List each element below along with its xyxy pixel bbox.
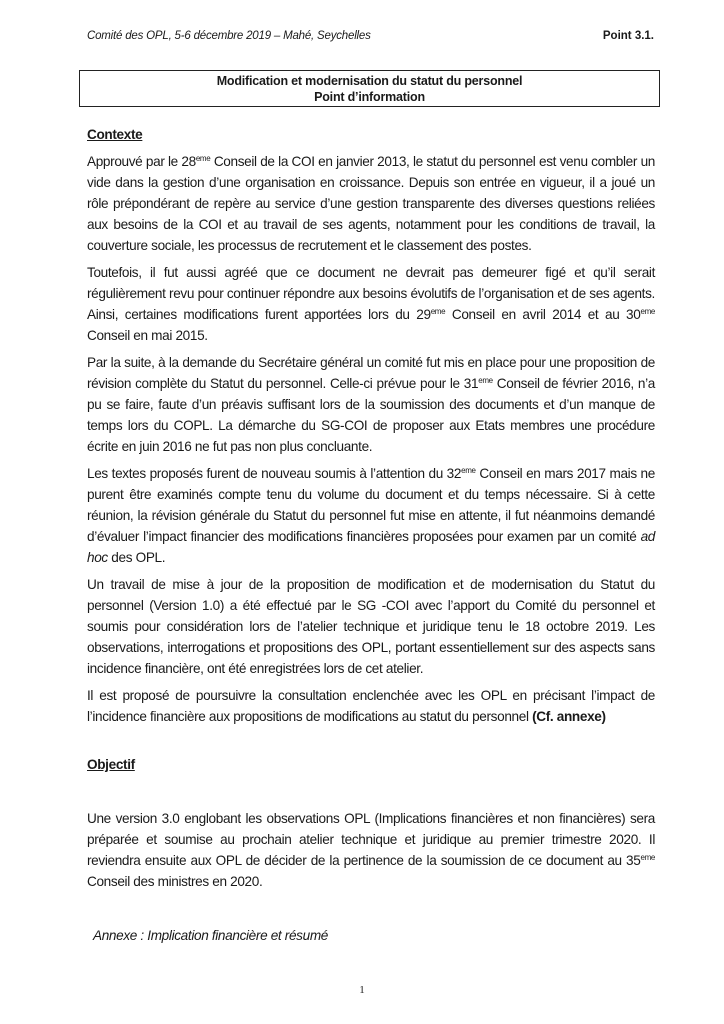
annex-reference: (Cf. annexe) — [532, 709, 606, 724]
document-title: Modification et modernisation du statut du personnel — [216, 74, 523, 88]
section-heading-contexte: Contexte — [87, 127, 143, 142]
superscript: eme — [461, 466, 476, 475]
paragraph-contexte-5: Un travail de mise à jour de la proposition de modification et de modernisation du Statut du personnel (Version 1.0) a été effectué par le SG -COI avec l’apport du Comité du personnel et soumis pour considération lors de l’atelier technique et juridique tenu le 18 octobre 2019. Les observations, interrogations et propositions des OPL, portant essentiellement sur des aspects sans incidence financière, ont été enregistrées lors de cet atelier. — [87, 577, 655, 676]
paragraph-contexte-3 — [87, 352, 655, 457]
document-subtitle: Point d’information — [314, 90, 425, 104]
paragraph-contexte-1 — [87, 151, 655, 256]
text: Une version 3.0 englobant les observations OPL (Implications financières et non financières) sera préparée et soumise au prochain atelier technique et juridique au premier trimestre 2020. Il reviendra ensuite aux OPL de décider de la pertinence de la soumission de ce document au 35 — [87, 811, 655, 868]
text: Conseil de février 2016, n’a pu se faire, faute d’un préavis suffisant lors de la soumission des documents et d’un manque de temps lors du COPL. La démarche du SG-COI de proposer aux Etats membres une procédure écrite en juin 2016 ne fut pas non plus concluante. — [87, 376, 655, 454]
text: Conseil en mai 2015. — [87, 328, 208, 343]
text: Les textes proposés furent de nouveau soumis à l’attention du 32 — [87, 466, 462, 481]
paragraph-contexte-4 — [87, 463, 655, 568]
superscript: eme — [478, 376, 493, 385]
superscript: eme — [195, 154, 211, 163]
text: Conseil en mars 2017 mais ne purent être examinés compte tenu du volume du document et du temps nécessaire. Si à cette réunion, la révision générale du Statut du personnel fut mise en attente, il fut néanmoins demandé d’évaluer l’impact financier des modifications financières proposées pour examen par un comité — [87, 466, 655, 544]
text: Conseil de la COI en janvier 2013, le statut du personnel est venu combler un vide dans la gestion d’une organisation en croissance. Depuis son entrée en vigueur, il a joué un rôle prépondérant de repère au service d’une gestion transparente des diverses questions reliées aux besoins de la COI et au travail de ses agents, notamment pour les conditions de travail, la couverture sociale, les processus de recrutement et le classement des postes. — [87, 154, 655, 253]
text: Par la suite, à la demande du Secrétaire général un comité fut mis en place pour une proposition de révision complète du Statut du personnel. Celle-ci prévue pour le 31 — [87, 355, 655, 391]
italic-term: ad hoc — [87, 529, 655, 565]
header-meeting-info: Comité des OPL, 5-6 décembre 2019 – Mahé, Seychelles — [87, 30, 371, 42]
paragraph-contexte-6 — [87, 685, 655, 727]
paragraph-objectif-1 — [87, 808, 655, 892]
document-body — [87, 124, 655, 946]
annex-note: Annexe : Implication financière et résumé — [93, 928, 328, 943]
header-point-number: Point 3.1. — [602, 30, 654, 42]
section-heading-objectif: Objectif — [87, 757, 135, 772]
text: Conseil en avril 2014 et au 30 — [445, 307, 641, 322]
text: Toutefois, il fut aussi agréé que ce document ne devrait pas demeurer figé et qu’il serait régulièrement revu pour continuer répondre aux besoins évolutifs de l’organisation et de ses agents. Ainsi, certaines modifications furent apportées lors du 29 — [87, 265, 655, 322]
superscript: eme — [640, 853, 655, 862]
title-box — [79, 70, 660, 107]
text: des OPL. — [107, 550, 166, 565]
text: Il est proposé de poursuivre la consultation enclenchée avec les OPL en précisant l’impact de l’incidence financière aux propositions de modifications au statut du personnel — [87, 688, 655, 724]
page-number: 1 — [359, 984, 365, 996]
superscript: eme — [430, 307, 446, 316]
text: Conseil des ministres en 2020. — [87, 874, 263, 889]
paragraph-contexte-2 — [87, 262, 655, 346]
superscript: eme — [640, 307, 655, 316]
text: Approuvé par le 28 — [87, 154, 196, 169]
